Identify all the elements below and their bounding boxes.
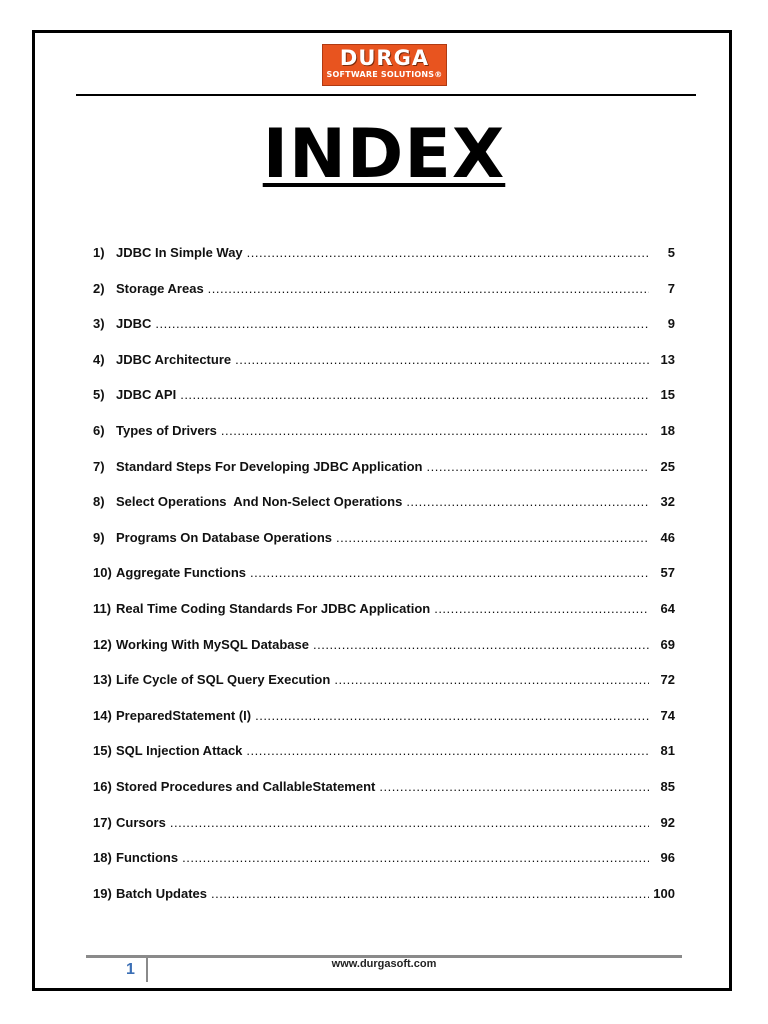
- toc-entry: [93, 565, 675, 601]
- toc-entry: [93, 672, 675, 708]
- toc-entry-number: 15): [93, 743, 112, 759]
- toc-entry-page: 64: [660, 600, 675, 616]
- toc-entry-title: JDBC In Simple Way: [116, 245, 243, 260]
- toc-entry: [93, 316, 675, 352]
- toc-dot-leader: [221, 423, 649, 438]
- toc-entry-page: 46: [660, 529, 675, 545]
- toc-entry-title: JDBC: [116, 316, 152, 332]
- toc-entry: [93, 459, 675, 495]
- toc-entry-title: PreparedStatement (I): [116, 707, 252, 723]
- toc-entry: [93, 637, 675, 673]
- toc-entry: [93, 352, 675, 388]
- toc-entry-number: 10): [93, 565, 112, 581]
- toc-dot-leader: [182, 850, 649, 865]
- toc-entry: [93, 886, 675, 922]
- toc-entry-number: 4): [93, 351, 105, 367]
- toc-entry: [93, 601, 675, 637]
- page-title: [0, 110, 768, 200]
- toc-entry: [93, 387, 675, 423]
- company-logo: [322, 44, 447, 86]
- toc-entry-page: 9: [667, 316, 675, 332]
- toc-entry: [93, 815, 675, 851]
- toc-dot-leader: [250, 565, 649, 580]
- toc-entry-number: 5): [93, 387, 105, 403]
- toc-entry-title: Life Cycle of SQL Query Execution: [116, 672, 331, 688]
- toc-entry-title: Standard Steps For Developing JDBC Application: [116, 458, 423, 474]
- toc-entry-title: JDBC API: [116, 387, 177, 403]
- toc-entry: [93, 708, 675, 744]
- toc-entry-number: 11): [93, 600, 112, 616]
- toc-entry-page: 100: [653, 885, 675, 901]
- toc-entry-title: Cursors: [116, 814, 166, 830]
- toc-dot-leader: [155, 316, 649, 331]
- toc-dot-leader: [255, 708, 649, 723]
- toc-entry-page: 72: [660, 672, 675, 688]
- toc-entry-page: 96: [660, 850, 675, 866]
- toc-dot-leader: [211, 886, 649, 901]
- toc-entry-number: 14): [93, 707, 112, 723]
- toc-entry: [93, 245, 675, 281]
- toc-entry-title: JDBC Architecture: [116, 351, 232, 367]
- table-of-contents: [93, 245, 675, 921]
- toc-entry-number: 8): [93, 494, 105, 510]
- toc-entry-number: 7): [93, 458, 105, 474]
- toc-dot-leader: [235, 352, 649, 367]
- toc-entry-page: 13: [660, 351, 675, 367]
- toc-entry-page: 81: [660, 743, 675, 759]
- toc-entry-title: Aggregate Functions: [116, 565, 247, 581]
- toc-entry-page: 18: [660, 422, 675, 438]
- toc-dot-leader: [334, 672, 649, 687]
- toc-entry-number: 3): [93, 316, 105, 332]
- toc-entry-title: Stored Procedures and CallableStatement: [116, 778, 376, 794]
- toc-entry-number: 16): [93, 778, 112, 794]
- header-divider: [76, 94, 696, 96]
- toc-entry-number: 19): [93, 885, 112, 901]
- page-title-text: INDEX: [262, 115, 506, 194]
- toc-entry-number: 13): [93, 672, 112, 688]
- toc-entry-title: Working With MySQL Database: [116, 636, 309, 652]
- toc-dot-leader: [406, 494, 649, 509]
- footer-website: www.durgasoft.com: [331, 958, 437, 970]
- toc-entry-title: Select Operations And Non-Select Operations: [116, 494, 403, 510]
- toc-entry-title: Real Time Coding Standards For JDBC Application: [116, 600, 431, 616]
- toc-entry-number: 9): [93, 529, 105, 545]
- toc-entry-page: 15: [660, 387, 675, 403]
- toc-entry-page: 92: [660, 814, 675, 830]
- toc-entry: [93, 494, 675, 530]
- toc-entry-page: 5: [667, 245, 675, 260]
- toc-dot-leader: [434, 601, 649, 616]
- logo-name: DURGA: [339, 46, 430, 70]
- logo-tagline: SOFTWARE SOLUTIONS®: [326, 70, 443, 79]
- toc-dot-leader: [427, 459, 650, 474]
- toc-entry: [93, 530, 675, 566]
- toc-entry: [93, 281, 675, 317]
- toc-entry-title: Batch Updates: [116, 885, 208, 901]
- toc-entry: [93, 779, 675, 815]
- toc-dot-leader: [247, 245, 649, 260]
- toc-dot-leader: [246, 743, 649, 758]
- toc-entry-title: Storage Areas: [116, 280, 204, 296]
- toc-entry-number: 18): [93, 850, 112, 866]
- toc-entry-title: SQL Injection Attack: [116, 743, 243, 759]
- footer-page-number: 1: [126, 961, 135, 978]
- toc-dot-leader: [379, 779, 649, 794]
- toc-entry-number: 12): [93, 636, 112, 652]
- toc-entry: [93, 423, 675, 459]
- toc-entry-page: 32: [660, 494, 675, 510]
- toc-dot-leader: [336, 530, 649, 545]
- toc-dot-leader: [313, 637, 649, 652]
- toc-dot-leader: [208, 281, 649, 296]
- toc-entry-page: 69: [660, 636, 675, 652]
- toc-entry-page: 57: [660, 565, 675, 581]
- toc-entry-page: 85: [660, 778, 675, 794]
- toc-entry-title: Types of Drivers: [116, 422, 217, 438]
- toc-entry-title: Programs On Database Operations: [116, 529, 333, 545]
- toc-dot-leader: [170, 815, 649, 830]
- toc-dot-leader: [180, 387, 649, 402]
- toc-entry-page: 7: [667, 280, 675, 296]
- toc-entry-number: 6): [93, 422, 105, 438]
- toc-entry-number: 17): [93, 814, 112, 830]
- toc-entry-page: 25: [660, 458, 675, 474]
- toc-entry-number: 1): [93, 245, 105, 260]
- toc-entry: [93, 743, 675, 779]
- toc-entry-title: Functions: [116, 850, 179, 866]
- toc-entry-page: 74: [660, 707, 675, 723]
- toc-entry: [93, 850, 675, 886]
- toc-entry-number: 2): [93, 280, 105, 296]
